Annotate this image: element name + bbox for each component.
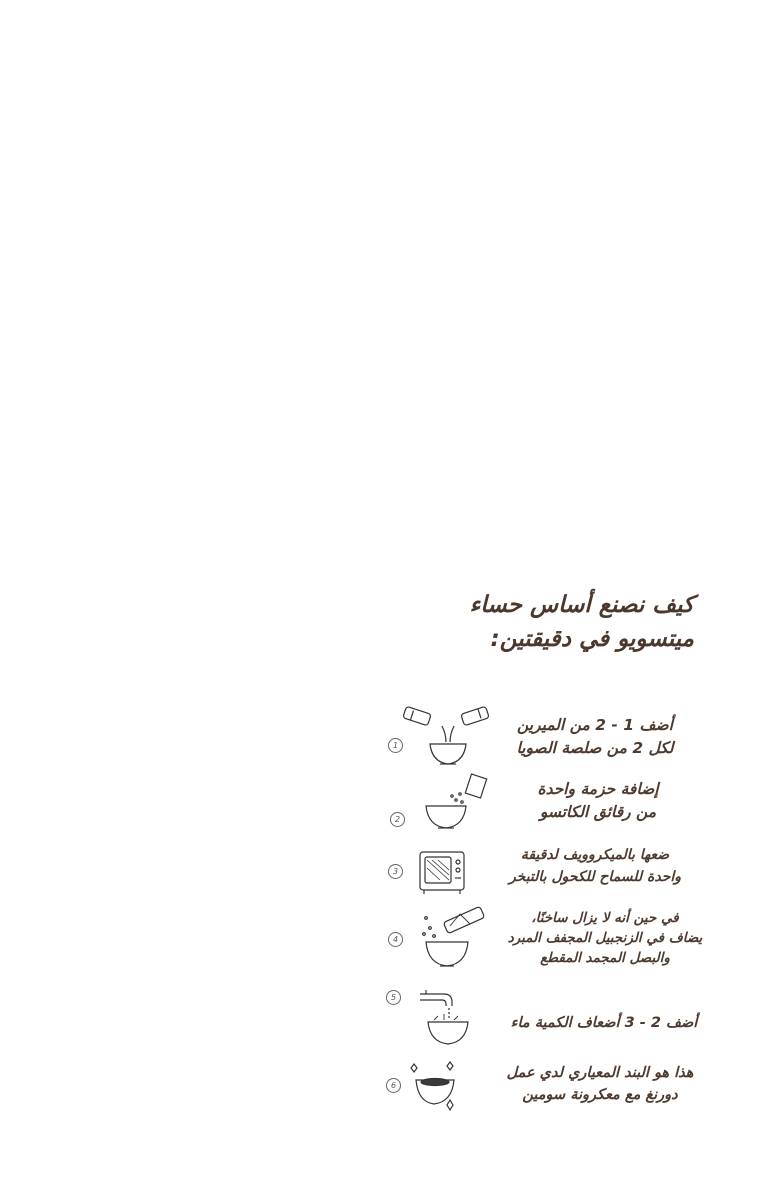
- step-5: [378, 984, 722, 1048]
- step-text: إضافة حزمة واحدة من رقائق الكاتسو: [537, 780, 659, 821]
- step-number: 2: [390, 812, 405, 827]
- step-text: في حين أنه لا يزال ساخنًا، يضاف في الزنجبيل المجفف المبرد والبصل المجمد المقطع: [507, 910, 703, 966]
- step-2: [378, 772, 722, 838]
- step-text: أضف 2 - 3 أضعاف الكمية ماء: [510, 1015, 698, 1031]
- step-number: 1: [388, 738, 403, 753]
- step-1: [378, 700, 722, 770]
- sparkling-soup-bowl-icon: [406, 1056, 462, 1118]
- step-number: 6: [386, 1078, 401, 1093]
- step-text: هذا هو البند المعياري لدي عمل دورنغ مع معكرونة سومين: [506, 1065, 694, 1103]
- steps-list: [378, 700, 722, 1120]
- title-line-2: ميتسويو في دقيقتين:: [490, 626, 694, 652]
- grater-ginger-onion-bowl-icon: [414, 906, 490, 972]
- step-number: 4: [388, 932, 403, 947]
- pouring-bottles-into-bowl-icon: [402, 704, 494, 768]
- faucet-water-bowl-icon: [414, 984, 470, 1048]
- page-title: [374, 588, 694, 656]
- step-number: 3: [388, 864, 403, 879]
- step-number: 5: [386, 990, 401, 1005]
- microwave-icon: [418, 848, 468, 896]
- title-line-1: كيف نصنع أساس حساء: [469, 592, 694, 618]
- step-4: [378, 906, 722, 976]
- step-3: [378, 842, 722, 902]
- packet-flakes-into-bowl-icon: [418, 772, 492, 834]
- step-text: ضعها بالميكروويف لدقيقة واحدة للسماح للكحول بالتبخر: [508, 847, 682, 885]
- step-6: [378, 1056, 722, 1120]
- step-text: أضف 1 - 2 من الميرين لكل 2 من صلصة الصويا: [516, 716, 674, 757]
